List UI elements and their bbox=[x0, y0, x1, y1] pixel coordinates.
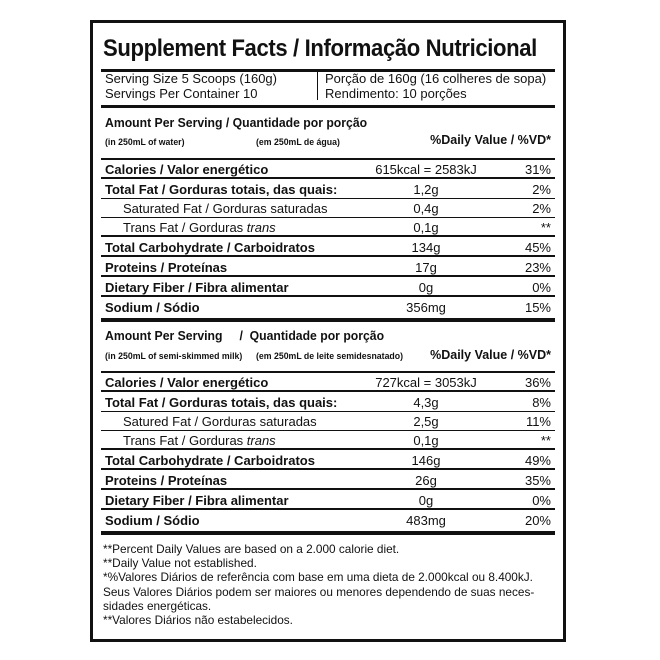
nutrient-daily-value: 11% bbox=[525, 414, 551, 429]
nutrient-amount: 483mg bbox=[406, 513, 446, 528]
nutrient-amount: 615kcal = 2583kJ bbox=[375, 162, 477, 177]
nutrient-row-carbohydrate bbox=[101, 238, 555, 257]
nutrient-daily-value: 45% bbox=[524, 240, 551, 255]
nutrient-name: Proteins / Proteínas bbox=[105, 473, 228, 488]
footnote-line: **Daily Value not established. bbox=[103, 556, 257, 571]
nutrient-amount: 4,3g bbox=[413, 395, 439, 410]
nutrient-daily-value: ** bbox=[540, 433, 551, 448]
nutrient-row-proteins bbox=[101, 258, 555, 277]
nutrient-name: Saturated Fat / Gorduras saturadas bbox=[123, 201, 328, 216]
footnote-line: **Valores Diários não estabelecidos. bbox=[103, 613, 293, 628]
section-water-sub-pt: (em 250mL de água) bbox=[256, 137, 340, 148]
nutrient-amount: 356mg bbox=[406, 300, 446, 315]
nutrient-daily-value: 49% bbox=[524, 453, 551, 468]
nutrient-amount: 26g bbox=[415, 473, 437, 488]
nutrient-daily-value: 20% bbox=[524, 513, 551, 528]
nutrient-daily-value: 23% bbox=[524, 260, 551, 275]
nutrient-row-sodium bbox=[101, 511, 555, 530]
section-milk-sub-en: (in 250mL of semi-skimmed milk) bbox=[105, 351, 243, 362]
nutrient-daily-value: 8% bbox=[532, 395, 551, 410]
nutrient-daily-value: 0% bbox=[532, 280, 551, 295]
supplement-facts-label bbox=[90, 20, 566, 642]
nutrient-amount: 0g bbox=[418, 493, 434, 508]
serving-size-en: Serving Size 5 Scoops (160g) bbox=[105, 71, 277, 86]
nutrient-name-part: Trans Fat / Gorduras bbox=[123, 433, 247, 448]
nutrient-daily-value: ** bbox=[540, 220, 551, 235]
servings-per-container-en: Servings Per Container 10 bbox=[105, 86, 258, 101]
row-divider bbox=[101, 275, 555, 277]
nutrient-amount: 2,5g bbox=[413, 414, 439, 429]
nutrient-row-total-fat bbox=[101, 180, 555, 199]
nutrient-name: Calories / Valor energético bbox=[105, 375, 269, 390]
nutrient-amount: 0,1g bbox=[413, 220, 439, 235]
nutrient-row-trans-fat bbox=[101, 218, 555, 237]
nutrient-name: Sodium / Sódio bbox=[105, 300, 200, 315]
section-milk-dv-header: %Daily Value / %VD* bbox=[430, 348, 551, 362]
nutrient-row-proteins bbox=[101, 471, 555, 490]
footnote-line: *%Valores Diários de referência com base em uma dieta de 2.000kcal ou 8.400kJ. bbox=[103, 570, 533, 585]
nutrient-daily-value: 35% bbox=[524, 473, 551, 488]
nutrient-row-saturated-fat bbox=[101, 199, 555, 218]
nutrient-amount: 727kcal = 3053kJ bbox=[375, 375, 477, 390]
footnote-line: sidades energéticas. bbox=[103, 598, 212, 613]
nutrient-name: Total Carbohydrate / Carboidratos bbox=[105, 453, 315, 468]
nutrient-amount: 0g bbox=[418, 280, 434, 295]
row-divider bbox=[101, 508, 555, 510]
footnote-rule bbox=[101, 531, 555, 535]
nutrient-name: Total Carbohydrate / Carboidratos bbox=[105, 240, 315, 255]
footnote-line: **Percent Daily Values are based on a 2.000 calorie diet. bbox=[103, 542, 400, 556]
nutrient-name: Calories / Valor energético bbox=[105, 162, 269, 177]
serving-rule bbox=[101, 105, 555, 108]
section-water-header: Amount Per Serving / Quantidade por porção bbox=[105, 115, 368, 130]
nutrient-row-carbohydrate bbox=[101, 451, 555, 470]
nutrient-row-sodium bbox=[101, 298, 555, 317]
nutrient-amount: 134g bbox=[411, 240, 441, 255]
nutrient-daily-value: 36% bbox=[524, 375, 551, 390]
nutrient-name bbox=[123, 433, 276, 448]
nutrient-name: Total Fat / Gorduras totais, das quais: bbox=[105, 182, 338, 197]
nutrient-daily-value: 2% bbox=[532, 201, 551, 216]
nutrient-amount: 146g bbox=[411, 453, 441, 468]
footnotes bbox=[103, 542, 563, 627]
nutrient-row-dietary-fiber bbox=[101, 278, 555, 297]
section-milk-sub-pt: (em 250mL de leite semidesnatado) bbox=[256, 351, 404, 362]
serving-size-pt: Porção de 160g (16 colheres de sopa) bbox=[325, 71, 547, 86]
nutrient-name: Dietary Fiber / Fibra alimentar bbox=[105, 493, 289, 508]
serving-divider bbox=[317, 72, 318, 100]
nutrient-daily-value: 31% bbox=[524, 162, 551, 177]
nutrient-row-trans-fat bbox=[101, 431, 555, 450]
section-divider-rule bbox=[101, 318, 555, 322]
nutrient-row-calories bbox=[101, 373, 555, 392]
nutrient-name: Proteins / Proteínas bbox=[105, 260, 228, 275]
row-divider bbox=[101, 488, 555, 490]
nutrient-daily-value: 15% bbox=[524, 300, 551, 315]
row-divider bbox=[101, 177, 555, 179]
nutrient-name-part: Trans Fat / Gorduras bbox=[123, 220, 247, 235]
nutrient-row-total-fat bbox=[101, 393, 555, 412]
nutrient-row-dietary-fiber bbox=[101, 491, 555, 510]
servings-per-container-pt: Rendimento: 10 porções bbox=[325, 86, 467, 101]
nutrient-name: Satured Fat / Gorduras saturadas bbox=[123, 414, 317, 429]
nutrient-name-italic: trans bbox=[246, 220, 276, 235]
row-divider bbox=[101, 448, 555, 450]
label-title: Supplement Facts / Informação Nutricional bbox=[103, 35, 537, 62]
nutrient-name-italic: trans bbox=[246, 433, 276, 448]
footnote-line: Seus Valores Diários podem ser maiores ou menores dependendo de suas neces- bbox=[103, 584, 535, 599]
row-divider bbox=[101, 295, 555, 297]
nutrient-name: Sodium / Sódio bbox=[105, 513, 200, 528]
row-divider bbox=[101, 390, 555, 392]
row-divider bbox=[101, 468, 555, 470]
row-divider bbox=[101, 255, 555, 257]
nutrient-amount: 0,1g bbox=[413, 433, 439, 448]
nutrient-daily-value: 0% bbox=[532, 493, 551, 508]
nutrient-amount: 17g bbox=[415, 260, 437, 275]
nutrient-row-saturated-fat bbox=[101, 412, 555, 431]
nutrient-name: Total Fat / Gorduras totais, das quais: bbox=[105, 395, 338, 410]
nutrient-name: Dietary Fiber / Fibra alimentar bbox=[105, 280, 289, 295]
nutrient-row-calories bbox=[101, 160, 555, 179]
section-milk-header: Amount Per Serving / Quantidade por porção bbox=[105, 328, 385, 343]
nutrient-amount: 1,2g bbox=[413, 182, 439, 197]
section-water-dv-header: %Daily Value / %VD* bbox=[430, 133, 551, 147]
nutrient-daily-value: 2% bbox=[532, 182, 551, 197]
nutrient-name bbox=[123, 220, 276, 235]
row-divider bbox=[101, 235, 555, 237]
section-water-sub-en: (in 250mL of water) bbox=[105, 137, 185, 148]
nutrient-amount: 0,4g bbox=[413, 201, 439, 216]
